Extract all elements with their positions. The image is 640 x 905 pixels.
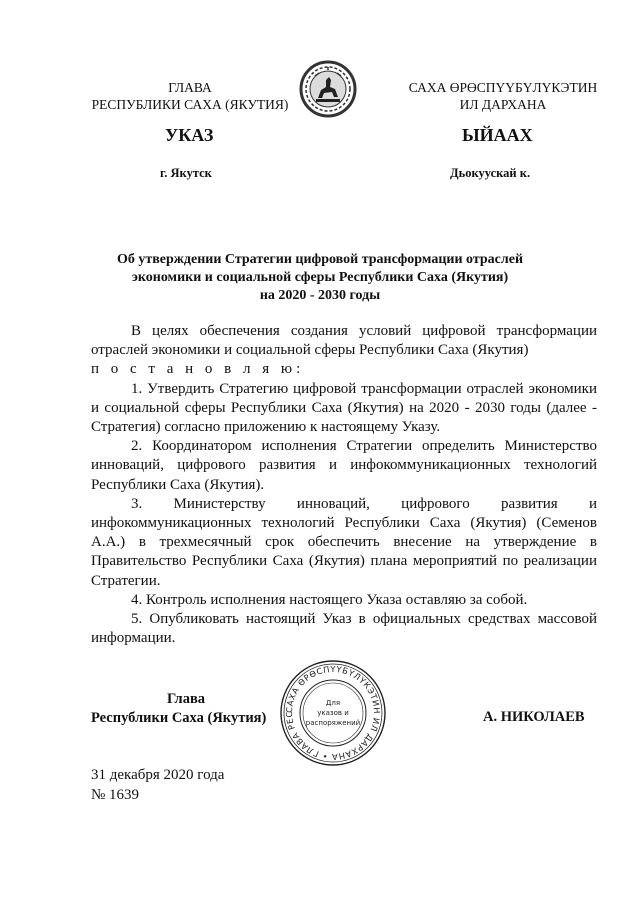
header-left-org [70, 79, 310, 113]
signatory-title [91, 690, 281, 728]
item-5: 5. Опубликовать настоящий Указ в официальных средствах массовой информации. [91, 611, 597, 647]
doc-type-left: УКАЗ [165, 125, 214, 145]
stamp-seal-icon [278, 658, 388, 768]
item-1: 1. Утвердить Стратегию цифровой трансформации отраслей экономики и социальной сферы Республики Саха (Якутия) на 2020 - 2030 годы (далее - Стратегия) согласно приложению к настоящему Указу. [91, 380, 597, 436]
item-3: 3. Министерству инноваций, цифрового развития и инфокоммуникационных технологий Республики Саха (Якутия) (Семенов А.А.) в трехмесячный срок обеспечить внесение на утверждение в Правительство Республики Саха (Якутия) плана мероприятий по реализации Стратегии. [91, 495, 597, 589]
header-left-line1: ГЛАВА [168, 80, 212, 95]
doc-type-right: ЫЙААХ [462, 125, 533, 145]
header-left-line2: РЕСПУБЛИКИ САХА (ЯКУТИЯ) [91, 97, 289, 112]
signatory-title-line2: Республики Саха (Якутия) [91, 710, 267, 726]
signatory-title-line1: Глава [166, 691, 206, 707]
header-right-org [383, 79, 623, 113]
header-right-line2: ИЛ ДАРХАНА [459, 97, 547, 112]
city-left: г. Якутск [160, 166, 212, 180]
stamp-center-line2: указов и [317, 709, 349, 717]
document-date: 31 декабря 2020 года [91, 767, 225, 783]
stamp-center-line3: распоряжений [305, 719, 361, 727]
document-body [91, 322, 597, 648]
title-line2: экономики и социальной сферы Республики Саха (Якутия) [131, 270, 509, 285]
document-title [80, 251, 560, 305]
footer-block [91, 765, 224, 805]
coat-of-arms-emblem [299, 60, 357, 118]
stamp-center-line1: Для [325, 699, 341, 707]
decree-word: п о с т а н о в л я ю: [91, 361, 305, 378]
signatory-name: А. НИКОЛАЕВ [483, 709, 585, 725]
title-line3: на 2020 - 2030 годы [259, 288, 381, 303]
header-right-line1: САХА ӨРӨСПYYБYЛYКЭТИН [408, 80, 598, 95]
stamp-ring-text: САХА ӨРӨСПYYБYЛYКЭТИН ИЛ ДАРХАНА • ГЛАВА РЕС [283, 663, 383, 763]
intro-paragraph: В целях обеспечения создания условий цифровой трансформации отраслей экономики и социальной сферы Республики Саха (Якутия) [91, 323, 597, 359]
official-stamp [278, 658, 388, 768]
item-4: 4. Контроль исполнения настоящего Указа оставляю за собой. [131, 591, 528, 608]
document-number: № 1639 [91, 787, 140, 803]
emblem-icon [299, 60, 357, 118]
item-2: 2. Координатором исполнения Стратегии определить Министерство инноваций, цифрового развития и инфокоммуникационных технологий Республики Саха (Якутия). [91, 438, 597, 493]
title-line1: Об утверждении Стратегии цифровой трансформации отраслей [116, 252, 524, 267]
city-right: Дьокуускай к. [450, 166, 531, 180]
